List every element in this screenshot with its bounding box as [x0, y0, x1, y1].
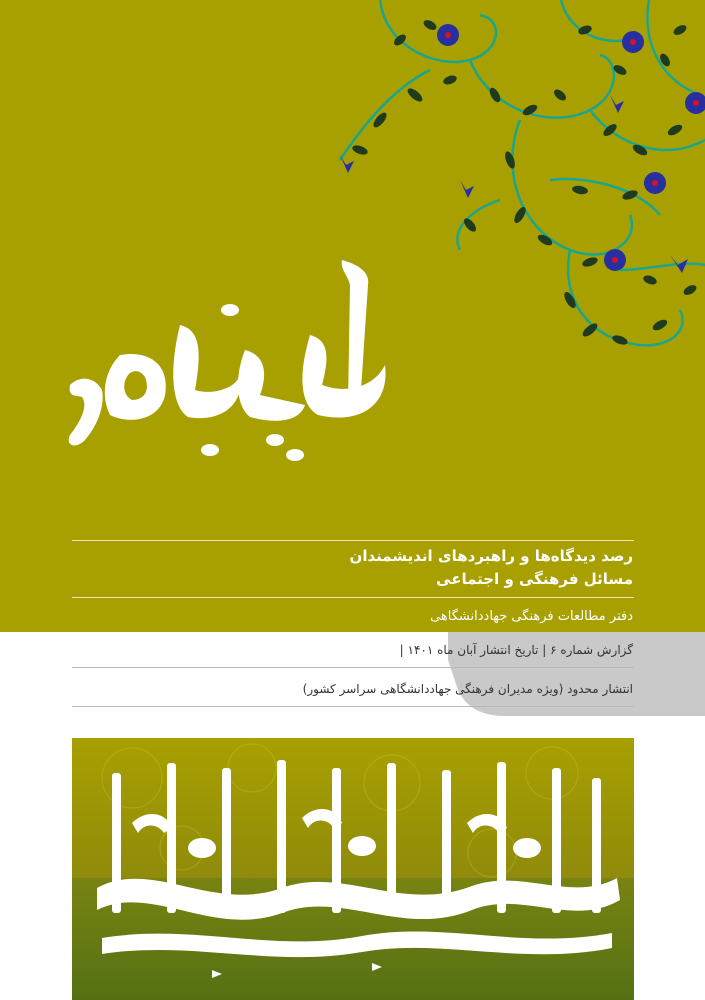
divider-rule — [72, 667, 634, 668]
subtitle-line-2: مسائل فرهنگی و اجتماعی — [436, 570, 633, 588]
subtitle-line-1: رصد دیدگاه‌ها و راهبردهای اندیشمندان — [349, 547, 633, 565]
calligraphy-panel — [72, 738, 634, 1000]
publisher-name: دفتر مطالعات فرهنگی جهاددانشگاهی — [430, 609, 633, 624]
calligraphy-artwork-icon — [72, 738, 634, 1000]
divider-rule — [72, 706, 634, 707]
report-info: گزارش شماره ۶ | تاریخ انتشار آبان ماه ۱۴۰۱ | — [399, 643, 633, 657]
divider-rule — [72, 540, 634, 541]
distribution-note: انتشار محدود (ویژه مدیران فرهنگی جهاددانشگاهی سراسر کشور) — [302, 682, 633, 696]
title-mark-icon — [60, 255, 390, 465]
divider-rule — [72, 597, 634, 598]
